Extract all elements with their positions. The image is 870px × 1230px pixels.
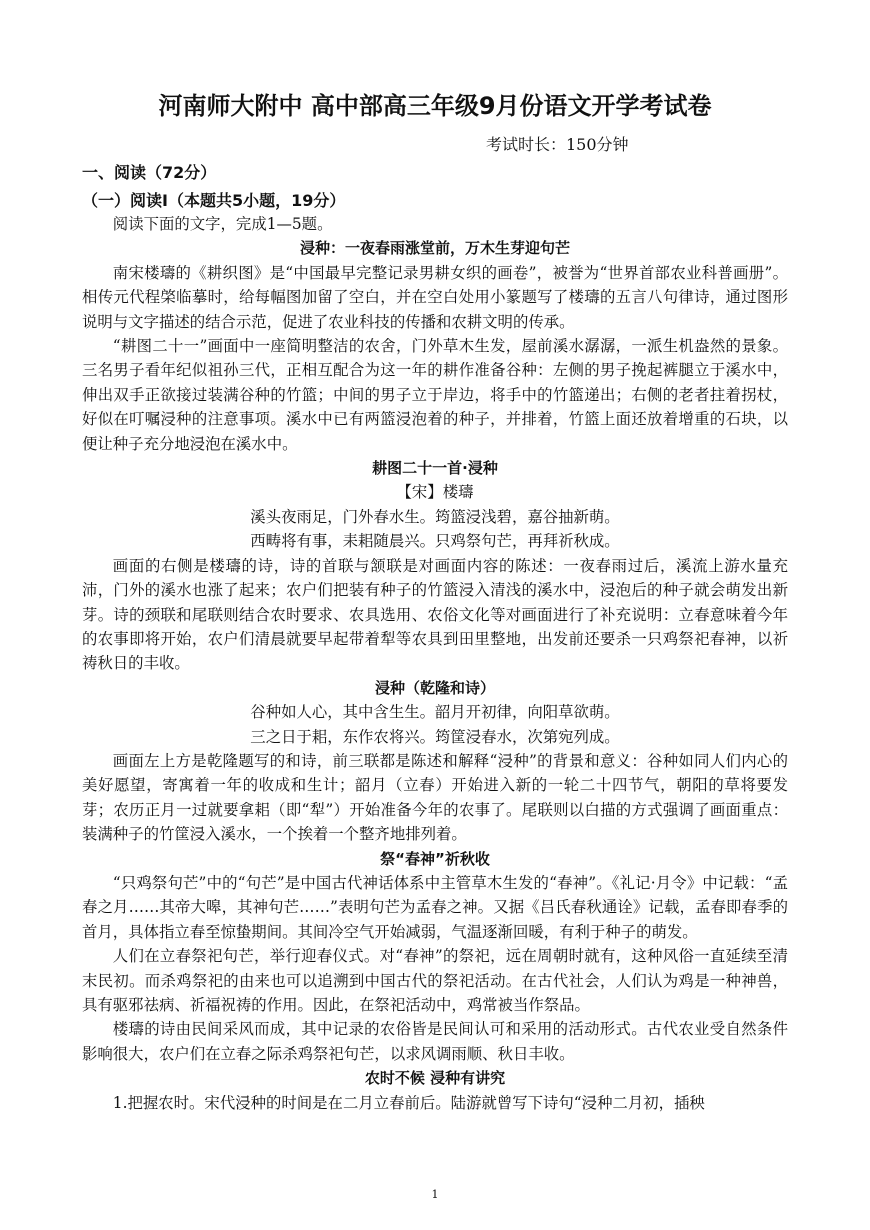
poem-1-line-1: 溪头夜雨足，门外春水生。筠篮浸浅碧，嘉谷抽新萌。 bbox=[250, 507, 620, 526]
page-number: 1 bbox=[431, 1188, 439, 1201]
poem-2-title: 浸种（乾隆和诗） bbox=[374, 678, 495, 697]
section-heading: 一、阅读（72分） bbox=[82, 163, 217, 182]
paragraph-2: “耕图二十一”画面中一座简明整洁的农舍，门外草木生发，屋前溪水潺潺，一派生机盎然的景象。三名男子看年纪似祖孙三代，正相互配合为这一年的耕作准备谷种：左侧的男子挽起裤腿立于溪水中，伸出双手正欲接过装满谷种的竹篮；中间的男子立于岸边，将手中的竹篮递出；右侧的老者拄着拐杖，好似在叮嘱浸种的注意事项。溪水中已有两篮浸泡着的种子，并排着，竹篮上面还放着增重的石块，以便让种子充分地浸泡在溪水中。 bbox=[82, 337, 788, 453]
instruction-text: 阅读下面的文字，完成1—5题。 bbox=[112, 215, 333, 233]
poem-2-line-1: 谷种如人心，其中含生生。韶月开初律，向阳草欲萌。 bbox=[250, 703, 620, 722]
article-heading-3: 农时不候 浸种有讲究 bbox=[364, 1069, 506, 1088]
article-heading-1: 浸种：一夜春雨涨堂前，万木生芽迎句芒 bbox=[299, 239, 570, 258]
paragraph-7: 楼璹的诗由民间采风而成，其中记录的农俗皆是民间认可和采用的活动形式。古代农业受自然条件影响很大，农户们在立春之际杀鸡祭祀句芒，以求风调雨顺、秋日丰收。 bbox=[82, 1020, 788, 1063]
poem-1-line-2: 西畴将有事，耒耜随晨兴。只鸡祭句芒，再拜祈秋成。 bbox=[250, 532, 620, 551]
paragraph-5: “只鸡祭句芒”中的“句芒”是中国古代神话体系中主管草木生发的“春神”。《礼记·月令》中记载：“孟春之月……其帝大嗥，其神句芒……”表明句芒为孟春之神。又据《吕氏春秋通诠》记载，孟春即春季的首月，具体指立春至惊蛰期间。其间冷空气开始减弱，气温逐渐回暖，有利于种子的萌发。 bbox=[82, 873, 788, 941]
paragraph-8: 1.把握农时。宋代浸种的时间是在二月立春前后。陆游就曾写下诗句“浸种二月初，插秧 bbox=[112, 1093, 705, 1112]
paragraph-3: 画面的右侧是楼璹的诗，诗的首联与颔联是对画面内容的陈述：一夜春雨过后，溪流上游水量充沛，门外的溪水也涨了起来；农户们把装有种子的竹篮浸入清浅的溪水中，浸泡后的种子就会萌发出新芽。诗的颈联和尾联则结合农时要求、农具选用、农俗文化等对画面进行了补充说明：立春意味着今年的农事即将开始，农户们清晨就要早起带着犁等农具到田里整地，出发前还要杀一只鸡祭祀春神，以祈祷秋日的丰收。 bbox=[82, 556, 788, 673]
article-heading-2: 祭“春神”祈秋收 bbox=[380, 849, 490, 868]
paragraph-6: 人们在立春祭祀句芒，举行迎春仪式。对“春神”的祭祀，远在周朝时就有，这种风俗一直延续至清末民初。而杀鸡祭祀的由来也可以追溯到中国古代的祭祀活动。在古代社会，人们认为鸡是一种神兽，具有驱邪祛病、祈福祝祷的作用。因此，在祭祀活动中，鸡常被当作祭品。 bbox=[82, 947, 788, 1014]
paragraph-1: 南宋楼璹的《耕织图》是“中国最早完整记录男耕女织的画卷”，被誉为“世界首部农业科普画册”。相传元代程棨临摹时，给每幅图加留了空白，并在空白处用小篆题写了楼璹的五言八句律诗，通过图形说明与文字描述的结合示范，促进了农业科技的传播和农耕文明的传承。 bbox=[82, 263, 788, 331]
poem-1-author: 【宋】楼璹 bbox=[396, 483, 474, 502]
poem-2-line-2: 三之日于耜，东作农将兴。筠筐浸春水，次第宛列成。 bbox=[250, 727, 620, 746]
paragraph-4: 画面左上方是乾隆题写的和诗，前三联都是陈述和解释“浸种”的背景和意义：谷种如同人们内心的美好愿望，寄寓着一年的收成和生计；韶月（立春）开始进入新的一轮二十四节气，朝阳的草将要发芽；农历正月一过就要拿耜（即“犁”）开始准备今年的农事了。尾联则以白描的方式强调了画面重点：装满种子的竹筐浸入溪水，一个挨着一个整齐地排列着。 bbox=[82, 751, 788, 844]
exam-duration: 考试时长：150分钟 bbox=[486, 135, 629, 154]
subsection-heading: （一）阅读I（本题共5小题，19分） bbox=[82, 191, 346, 210]
exam-title: 河南师大附中 高中部高三年级9月份语文开学考试卷 bbox=[158, 92, 712, 120]
article-body bbox=[82, 212, 788, 1115]
poem-1-title: 耕图二十一首·浸种 bbox=[372, 459, 498, 478]
